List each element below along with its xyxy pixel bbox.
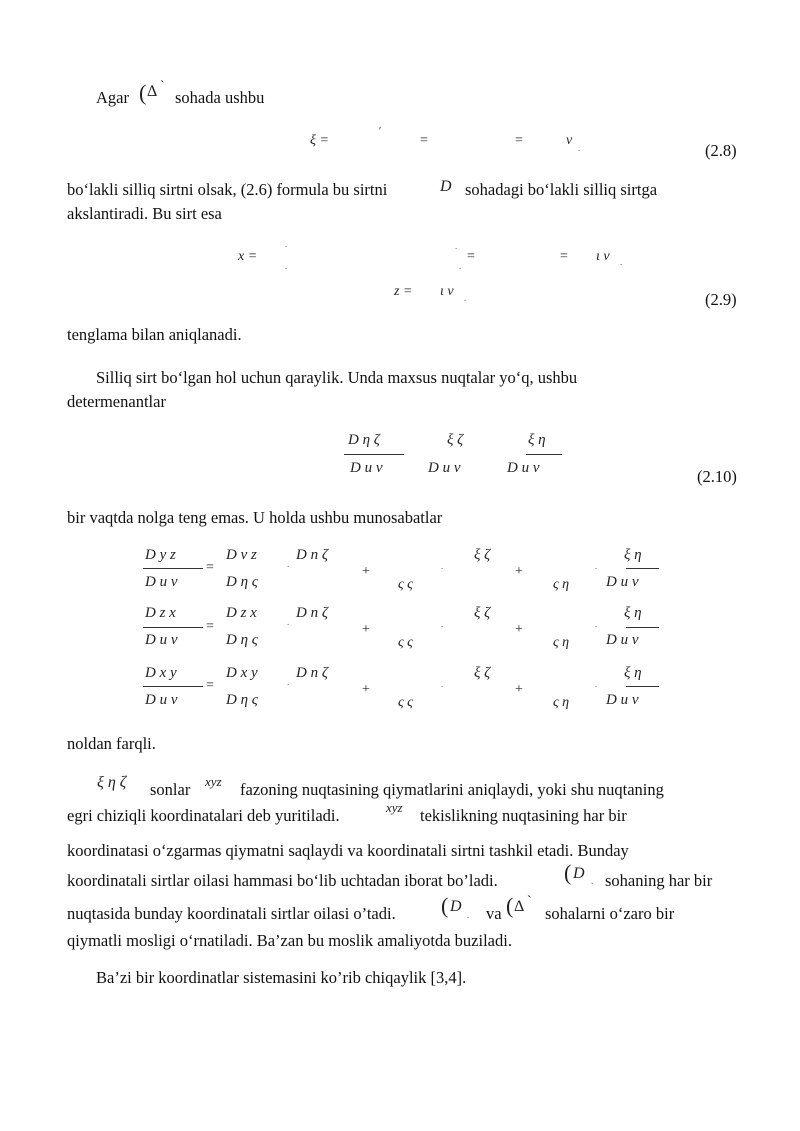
rel1-t3-num: ξ η <box>624 547 642 563</box>
rel2-plus1: + <box>362 622 370 637</box>
rel2-plus2: + <box>515 622 523 637</box>
eq29-x-eq: x = <box>238 249 258 264</box>
eq210-den1: D u v <box>350 460 383 476</box>
paren-open-2: ( <box>564 860 572 885</box>
text-line12a: koordinatali sirtlar oilasi hammasi bo‘lib uchtadan iborat bo’ladi. <box>67 871 498 890</box>
eq-number-2-8: (2.8) <box>705 141 737 160</box>
text-line15: Ba’zi bir koordinatlar sistemasini ko’rib chiqaylik [3,4]. <box>96 968 467 987</box>
text-line14: qiymatli mosligi o‘rnatiladi. Ba’zan bu moslik amaliyotda buziladi. <box>67 931 512 950</box>
rel2-t3-bar <box>626 627 659 628</box>
rel3-t3-den-a: ς η <box>553 695 570 710</box>
symbol-xyz-2: xyz <box>386 800 403 815</box>
rel3-t1-b: D n ζ <box>296 665 328 681</box>
rel2-t1-den: D η ς <box>226 632 258 648</box>
rel1-t1-b: D n ζ <box>296 547 328 563</box>
rel-dot-f: . <box>595 619 598 629</box>
rel3-den: D u v <box>145 692 178 708</box>
text-line11: koordinatasi o‘zgarmas qiymatni saqlaydi va koordinatali sirtni tashkil etadi. Bunday <box>67 841 629 860</box>
rel1-t2-num: ξ ζ <box>474 547 491 563</box>
symbol-xyz-1: xyz <box>205 774 222 789</box>
rel2-t1-b: D n ζ <box>296 605 328 621</box>
text-line5: Silliq sirt bo‘lgan hol uchun qaraylik. Unda maxsus nuqtalar yo‘q, ushbu <box>96 368 578 387</box>
eq-number-2-10: (2.10) <box>697 467 737 486</box>
tick-mark: ` <box>160 79 165 94</box>
text-line4: tenglama bilan aniqlanadi. <box>67 325 242 344</box>
rel2-eq: = <box>206 619 214 634</box>
text-va: va <box>486 904 502 923</box>
eq29-iv1: ι v <box>596 249 610 264</box>
rel2-t2-num: ξ ζ <box>474 605 491 621</box>
rel3-plus1: + <box>362 682 370 697</box>
rel1-t1-den: D η ς <box>226 574 258 590</box>
eq29-dot5: . <box>620 257 623 267</box>
eq29-dot6: . <box>464 293 467 303</box>
rel3-t1-num: D x y <box>226 665 258 681</box>
rel3-t2-num: ξ ζ <box>474 665 491 681</box>
eq29-dot1: . <box>285 239 288 249</box>
rel1-t3-den-a: ς η <box>553 577 570 592</box>
symbol-D-3: D <box>450 898 462 915</box>
text-line9b: fazoning nuqtasining qiymatlarini aniqlaydi, yoki shu nuqtaning <box>240 780 664 799</box>
paren-open: ( <box>139 80 147 105</box>
rel1-t3-den-b: D u v <box>606 574 639 590</box>
rel2-den: D u v <box>145 632 178 648</box>
dot-D-3: . <box>467 910 470 920</box>
rel-dot-h: . <box>441 679 444 689</box>
rel3-t3-num: ξ η <box>624 665 642 681</box>
rel-dot-g: . <box>287 677 290 687</box>
eq28-eq2: = <box>515 133 523 148</box>
text-line3: akslantiradi. Bu sirt esa <box>67 204 222 223</box>
paren-open-3: ( <box>441 893 449 918</box>
rel2-t3-den-a: ς η <box>553 635 570 650</box>
eq29-dot3: . <box>455 241 458 251</box>
eq28-v: v <box>566 133 573 148</box>
rel2-t1-num: D z x <box>226 605 257 621</box>
rel3-t3-den-b: D u v <box>606 692 639 708</box>
symbol-D-2: D <box>573 865 585 882</box>
rel-dot-a: . <box>287 559 290 569</box>
rel1-eq: = <box>206 560 214 575</box>
eq29-dot2: . <box>285 261 288 271</box>
paren-open-4: ( <box>506 893 514 918</box>
rel1-num: D y z <box>145 547 176 563</box>
eq28-xi-eq: ξ = <box>310 133 329 148</box>
rel2-t3-den-b: D u v <box>606 632 639 648</box>
rel-dot-c: . <box>595 561 598 571</box>
rel1-bar <box>143 568 203 569</box>
rel-dot-e: . <box>441 619 444 629</box>
text-line12b: sohaning har bir <box>605 871 713 890</box>
rel2-t2-den: ς ς <box>398 635 413 650</box>
eq28-eq1: = <box>420 133 428 148</box>
eq210-den2: D u v <box>428 460 461 476</box>
eq29-z-eq: z = <box>394 284 413 299</box>
text-sohada-ushbu: sohada ushbu <box>175 88 265 107</box>
rel1-t3-bar <box>626 568 659 569</box>
eq210-num3: ξ η <box>528 432 546 448</box>
text-line10b: tekislikning nuqtasining har bir <box>420 806 627 825</box>
rel1-plus1: + <box>362 564 370 579</box>
eq210-bar1 <box>344 454 404 455</box>
text-line2b: sohadagi bo‘lakli silliq sirtga <box>465 180 658 199</box>
text-line6: determenantlar <box>67 392 166 411</box>
rel-dot-b: . <box>441 561 444 571</box>
rel1-t2-den: ς ς <box>398 577 413 592</box>
symbol-D: D <box>440 178 452 195</box>
eq29-dot4: . <box>459 261 462 271</box>
eq210-num2: ξ ζ <box>447 432 464 448</box>
symbols-xi-eta-zeta: ξ η ζ <box>97 774 127 791</box>
eq210-bar3 <box>526 454 562 455</box>
rel3-bar <box>143 686 203 687</box>
eq-number-2-9: (2.9) <box>705 290 737 309</box>
rel1-den: D u v <box>145 574 178 590</box>
rel3-num: D x y <box>145 665 177 681</box>
rel1-t1-num: D v z <box>226 547 257 563</box>
eq29-iv2: ι v <box>440 284 454 299</box>
eq29-eq1: = <box>467 249 475 264</box>
text-line10a: egri chiziqli koordinatalari deb yuritiladi. <box>67 806 340 825</box>
rel3-t2-den: ς ς <box>398 695 413 710</box>
rel-dot-i: . <box>595 679 598 689</box>
rel2-t3-num: ξ η <box>624 605 642 621</box>
eq210-num1: D η ζ <box>348 432 380 448</box>
dot-D-2: . <box>591 876 594 886</box>
rel2-num: D z x <box>145 605 176 621</box>
eq29-eq2: = <box>560 249 568 264</box>
delta-symbol-2: Δ <box>514 898 525 915</box>
eq210-den3: D u v <box>507 460 540 476</box>
rel1-plus2: + <box>515 564 523 579</box>
text-sonlar: sonlar <box>150 780 191 799</box>
rel3-eq: = <box>206 678 214 693</box>
text-line7: bir vaqtda nolga teng emas. U holda ushbu munosabatlar <box>67 508 443 527</box>
text-line2a: bo‘lakli silliq sirtni olsak, (2.6) formula bu sirtni <box>67 180 388 199</box>
text-line8: noldan farqli. <box>67 734 156 753</box>
rel-dot-d: . <box>287 617 290 627</box>
text-line13a: nuqtasida bunday koordinatali sirtlar oilasi o’tadi. <box>67 904 396 923</box>
rel2-bar <box>143 627 203 628</box>
rel3-plus2: + <box>515 682 523 697</box>
text-agar: Agar <box>96 88 129 107</box>
tick-mark-2: ` <box>527 894 532 909</box>
eq28-dot: . <box>578 143 581 153</box>
delta-symbol: Δ <box>147 83 158 100</box>
rel3-t1-den: D η ς <box>226 692 258 708</box>
eq28-prime: ′ <box>379 126 382 137</box>
rel3-t3-bar <box>626 686 659 687</box>
text-line13c: sohalarni o‘zaro bir <box>545 904 675 923</box>
